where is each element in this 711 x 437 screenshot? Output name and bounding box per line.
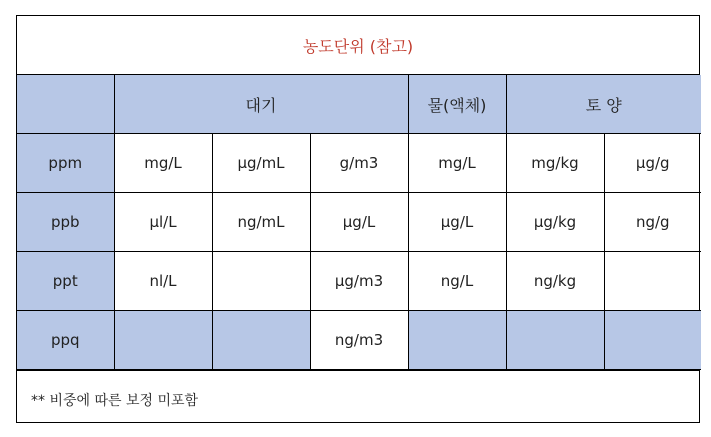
table-cell: μg/L xyxy=(310,193,408,252)
table-cell xyxy=(604,311,701,370)
header-atmosphere: 대기 xyxy=(114,75,408,134)
table-cell xyxy=(506,311,604,370)
table-title: 농도단위 (참고) xyxy=(17,16,699,75)
unit-label: ppm xyxy=(17,134,114,193)
header-water: 물(액체) xyxy=(408,75,506,134)
table-row xyxy=(17,134,701,193)
table-cell: ng/mL xyxy=(212,193,310,252)
table-cell xyxy=(408,311,506,370)
table-cell: ng/kg xyxy=(506,252,604,311)
table-row xyxy=(17,311,701,370)
table-cell: mg/kg xyxy=(506,134,604,193)
table-cell: mg/L xyxy=(114,134,212,193)
table-cell: ng/g xyxy=(604,193,701,252)
table-cell xyxy=(212,311,310,370)
table-cell: ng/m3 xyxy=(310,311,408,370)
table-cell: μg/g xyxy=(604,134,701,193)
table-row xyxy=(17,252,701,311)
table-cell: μg/kg xyxy=(506,193,604,252)
table-cell: μg/L xyxy=(408,193,506,252)
table-cell: nl/L xyxy=(114,252,212,311)
unit-label: ppb xyxy=(17,193,114,252)
footnote: ** 비중에 따른 보정 미포함 xyxy=(17,370,699,428)
header-corner-cell xyxy=(17,75,114,134)
table-cell: mg/L xyxy=(408,134,506,193)
header-row xyxy=(17,75,701,134)
table-cell: μg/mL xyxy=(212,134,310,193)
concentration-units-table-frame xyxy=(16,15,700,423)
unit-label: ppt xyxy=(17,252,114,311)
table-cell: μg/m3 xyxy=(310,252,408,311)
table-cell xyxy=(212,252,310,311)
table-cell xyxy=(114,311,212,370)
table-cell: g/m3 xyxy=(310,134,408,193)
unit-label: ppq xyxy=(17,311,114,370)
table-cell: ng/L xyxy=(408,252,506,311)
header-soil: 토 양 xyxy=(506,75,701,134)
table-cell: μl/L xyxy=(114,193,212,252)
table-cell xyxy=(604,252,701,311)
units-table xyxy=(17,75,701,370)
table-row xyxy=(17,193,701,252)
